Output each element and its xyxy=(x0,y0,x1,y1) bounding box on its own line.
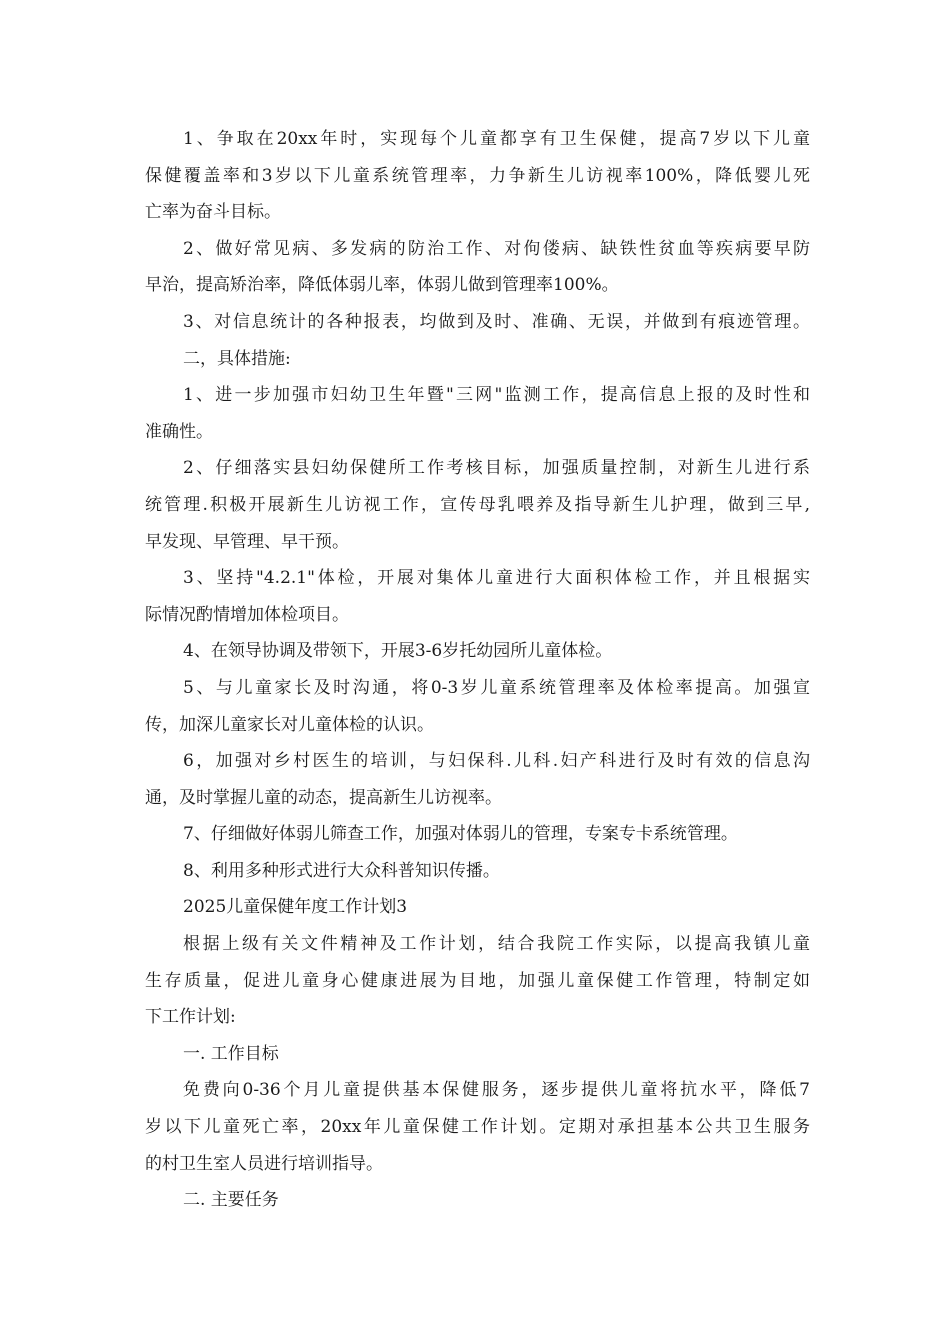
text-line: 岁以下儿童死亡率，20xx年儿童保健工作计划。定期对承担基本公共卫生服务 xyxy=(145,1117,810,1138)
text-line: 4、在领导协调及带领下，开展3-6岁托幼园所儿童体检。 xyxy=(183,641,613,662)
text-line: 准确性。 xyxy=(145,421,213,442)
text-line: 下工作计划: xyxy=(145,1007,236,1028)
document-page xyxy=(145,121,810,1219)
text-line: 1、争取在20xx年时，实现每个儿童都享有卫生保健，提高7岁以下儿童 xyxy=(183,129,810,149)
text-line: 5、与儿童家长及时沟通，将0-3岁儿童系统管理率及体检率提高。加强宣 xyxy=(183,677,810,698)
text-line: 早治，提高矫治率，降低体弱儿率，体弱儿做到管理率100%。 xyxy=(145,275,619,296)
text-line: 2、仔细落实县妇幼保健所工作考核目标，加强质量控制，对新生儿进行系 xyxy=(183,458,810,479)
text-line: 3、坚持"4.2.1"体检，开展对集体儿童进行大面积体检工作，并且根据实 xyxy=(183,568,810,589)
text-line: 1、进一步加强市妇幼卫生年暨"三网"监测工作，提高信息上报的及时性和 xyxy=(183,385,810,406)
text-line: 8、利用多种形式进行大众科普知识传播。 xyxy=(183,860,500,881)
text-line: 免费向0-36个月儿童提供基本保健服务，逐步提供儿童将抗水平，降低7 xyxy=(183,1080,810,1101)
text-line: 6，加强对乡村医生的培训，与妇保科.儿科.妇产科进行及时有效的信息沟 xyxy=(183,751,810,772)
text-line: 的村卫生室人员进行培训指导。 xyxy=(145,1153,383,1174)
text-line: 保健覆盖率和3岁以下儿童系统管理率，力争新生儿访视率100%，降低婴儿死 xyxy=(145,165,810,186)
text-line: 二，具体措施: xyxy=(183,348,291,369)
text-line: 通，及时掌握儿童的动态，提高新生儿访视率。 xyxy=(145,787,502,808)
text-line: 际情况酌情增加体检项目。 xyxy=(145,604,349,625)
text-line: 亡率为奋斗目标。 xyxy=(145,202,281,223)
text-line: 生存质量，促进儿童身心健康进展为目地，加强儿童保健工作管理，特制定如 xyxy=(145,970,810,991)
text-line: 统管理.积极开展新生儿访视工作，宣传母乳喂养及指导新生儿护理，做到三早, xyxy=(145,494,810,515)
text-line: 7、仔细做好体弱儿筛查工作，加强对体弱儿的管理，专案专卡系统管理。 xyxy=(183,824,738,845)
text-line: 根据上级有关文件精神及工作计划，结合我院工作实际，以提高我镇儿童 xyxy=(183,934,810,955)
text-line: 2025儿童保健年度工作计划3 xyxy=(183,897,408,918)
text-line: 早发现、早管理、早干预。 xyxy=(145,531,349,552)
text-line: 2、做好常见病、多发病的防治工作、对佝偻病、缺铁性贫血等疾病要早防 xyxy=(183,238,810,259)
text-line: 二. 主要任务 xyxy=(183,1190,279,1211)
text-line: 3、对信息统计的各种报表，均做到及时、准确、无误，并做到有痕迹管理。 xyxy=(183,311,810,332)
text-line: 传，加深儿童家长对儿童体检的认识。 xyxy=(145,714,434,735)
text-line: 一. 工作目标 xyxy=(183,1043,279,1064)
